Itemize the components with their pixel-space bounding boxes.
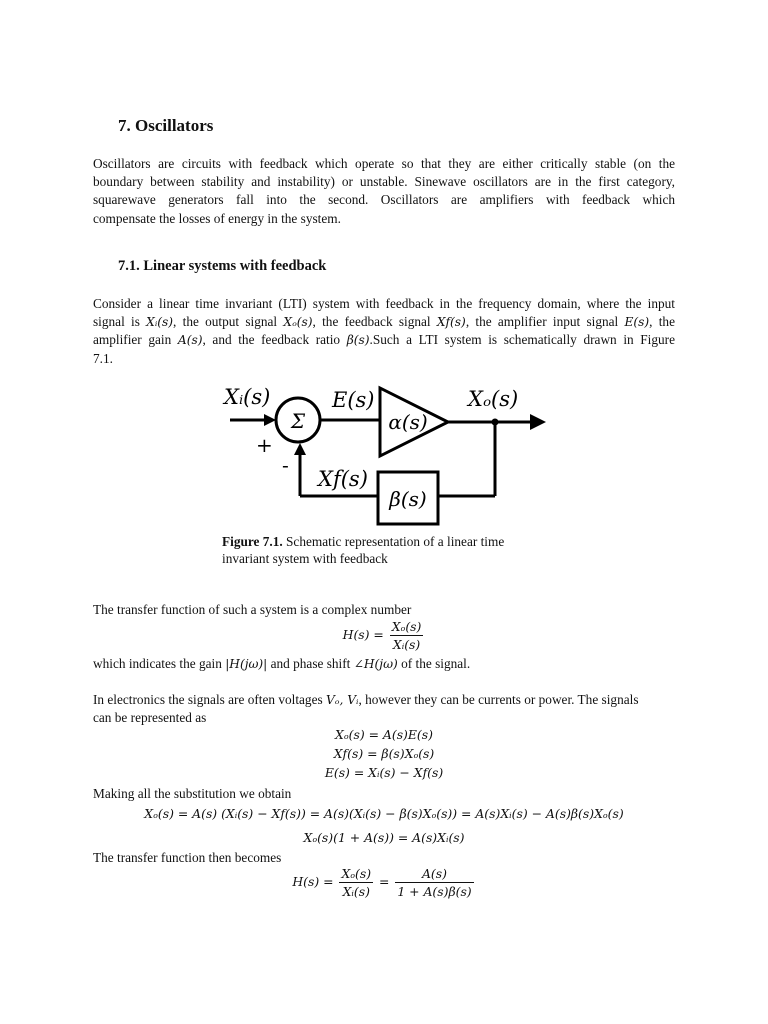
consider-line: Consider a linear time invariant (LTI) system with feedback in the frequency domain, where the input bbox=[93, 296, 675, 311]
numerator: A(s) bbox=[395, 866, 473, 883]
intro-line: squarewave generators fall into the second. Oscillators are amplifiers with feedback which bbox=[93, 192, 675, 208]
figure-caption bbox=[222, 533, 547, 567]
substitution-text: Making all the substitution we obtain bbox=[93, 786, 292, 801]
text-run: , the output signal bbox=[173, 314, 284, 330]
equation-final-transfer bbox=[0, 866, 768, 899]
consider-line bbox=[93, 313, 675, 331]
intro-line: compensate the losses of energy in the system. bbox=[93, 210, 341, 226]
text-run: of the signal. bbox=[397, 656, 471, 671]
fraction bbox=[339, 866, 373, 899]
equals-sign: = bbox=[375, 874, 394, 889]
sum-symbol: Σ bbox=[290, 409, 306, 433]
error-signal-label: E(s) bbox=[332, 388, 375, 412]
electronics-line: can be represented as bbox=[93, 710, 207, 726]
numerator: Xₒ(s) bbox=[391, 619, 422, 634]
eq-lhs: H(s) = bbox=[342, 627, 388, 642]
math-voltages: Vₒ, Vᵢ bbox=[325, 693, 359, 707]
numerator: Xₒ(s) bbox=[341, 866, 372, 881]
feedback-arrow-head bbox=[294, 443, 306, 455]
equation-feedback: X𝑓(s) = β(s)Xₒ(s) bbox=[333, 746, 435, 761]
transfer-intro: The transfer function of such a system is a complex number bbox=[93, 602, 412, 617]
consider-line bbox=[93, 331, 675, 349]
fraction bbox=[390, 619, 424, 652]
output-arrow-head bbox=[530, 414, 546, 430]
minus-sign: - bbox=[282, 453, 289, 477]
text-run: and phase shift bbox=[267, 656, 354, 671]
subsection-heading: 7.1. Linear systems with feedback bbox=[118, 258, 327, 274]
equation-substitution: Xₒ(s) = A(s) (Xᵢ(s) − X𝑓(s)) = A(s)(Xᵢ(s) − β(s)Xₒ(s)) = A(s)Xᵢ(s) − A(s)β(s)Xₒ(s) bbox=[144, 806, 624, 821]
math-phase: ∠H(jω) bbox=[353, 657, 398, 671]
equation-error: E(s) = Xᵢ(s) − X𝑓(s) bbox=[324, 765, 444, 780]
section-heading: 7. Oscillators bbox=[118, 116, 214, 135]
transfer-becomes-text: The transfer function then becomes bbox=[93, 850, 282, 865]
math-beta: β(s) bbox=[346, 333, 370, 348]
amplifier-label: α(s) bbox=[388, 410, 428, 434]
consider-paragraph bbox=[93, 295, 675, 368]
equation-rearranged: Xₒ(s)(1 + A(s)) = A(s)Xᵢ(s) bbox=[303, 830, 465, 845]
feedback-block-label: β(s) bbox=[389, 487, 427, 511]
feedback-block-diagram bbox=[220, 380, 550, 530]
input-signal-label: Xᵢ(s) bbox=[224, 385, 271, 409]
figure-caption-text: Schematic representation of a linear time invariant system with feedback bbox=[222, 534, 505, 566]
electronics-paragraph bbox=[93, 691, 675, 727]
math-xo: Xₒ(s) bbox=[283, 315, 313, 330]
gain-sentence bbox=[93, 655, 675, 673]
math-e: E(s) bbox=[624, 315, 650, 330]
denominator: Xᵢ(s) bbox=[392, 637, 421, 652]
intro-line: Oscillators are circuits with feedback which operate so that they are either critically stable (on the bbox=[93, 156, 675, 171]
denominator: Xᵢ(s) bbox=[342, 884, 370, 899]
text-run: signal is bbox=[93, 314, 147, 330]
math-a: A(s) bbox=[177, 333, 203, 348]
text-run: , however they can be currents or power. The signals bbox=[358, 692, 639, 707]
math-xf: X𝑓(s) bbox=[436, 315, 466, 330]
eq-lhs: H(s) = bbox=[292, 874, 338, 889]
math-xi: Xᵢ(s) bbox=[146, 315, 174, 330]
plus-sign: + bbox=[256, 433, 273, 457]
text-run: which indicates the gain bbox=[93, 656, 226, 671]
input-arrow-head bbox=[264, 414, 276, 426]
feedback-signal-label: X𝑓(s) bbox=[318, 467, 368, 491]
intro-paragraph bbox=[93, 155, 675, 228]
fraction bbox=[395, 866, 473, 899]
consider-line: 7.1. bbox=[93, 350, 113, 366]
text-run: amplifier gain bbox=[93, 332, 178, 348]
intro-line: boundary between stability and instability) or unstable. Sinewave oscillators are in the first category, bbox=[93, 174, 675, 190]
text-run: .Such a LTI system is schematically drawn in Figure bbox=[369, 332, 675, 348]
equation-transfer bbox=[0, 619, 768, 652]
text-run: , the bbox=[649, 314, 675, 330]
text-run: , and the feedback ratio bbox=[202, 332, 347, 348]
math-gain: |H(jω)| bbox=[225, 657, 268, 671]
figure-label: Figure 7.1. bbox=[222, 534, 283, 549]
text-run: In electronics the signals are often voltages bbox=[93, 692, 326, 707]
output-signal-label: Xₒ(s) bbox=[468, 387, 519, 411]
denominator: 1 + A(s)β(s) bbox=[397, 884, 472, 899]
text-run: , the feedback signal bbox=[312, 314, 437, 330]
electronics-line bbox=[93, 691, 675, 709]
equation-output: Xₒ(s) = A(s)E(s) bbox=[335, 727, 433, 742]
text-run: , the amplifier input signal bbox=[465, 314, 625, 330]
